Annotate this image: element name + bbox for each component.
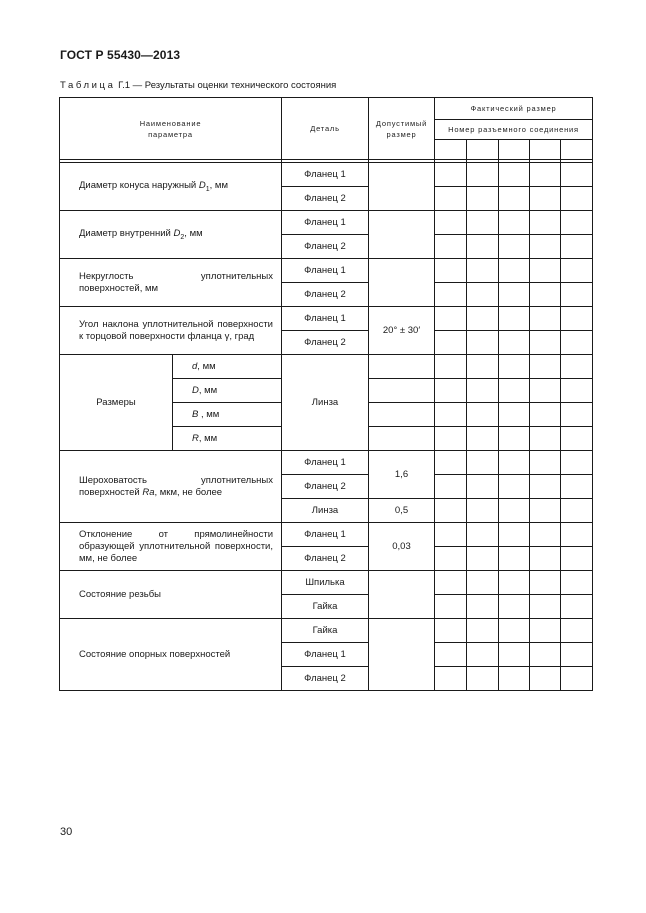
value-cell[interactable] xyxy=(467,427,499,451)
table-row xyxy=(60,451,593,475)
value-cell[interactable] xyxy=(530,187,561,211)
value-cell[interactable] xyxy=(435,163,467,187)
parameter-roughness: Шероховатость уплотнительных поверхностей Ra, мкм, не более xyxy=(60,451,282,523)
value-cell[interactable] xyxy=(499,235,530,259)
value-cell[interactable] xyxy=(499,547,530,571)
value-cell[interactable] xyxy=(467,283,499,307)
value-cell[interactable] xyxy=(530,499,561,523)
detail-cell: Линза xyxy=(282,499,369,523)
value-cell[interactable] xyxy=(435,355,467,379)
value-cell[interactable] xyxy=(499,379,530,403)
value-cell[interactable] xyxy=(499,499,530,523)
value-cell[interactable] xyxy=(435,595,467,619)
allowable-cell[interactable] xyxy=(369,163,435,211)
value-cell[interactable] xyxy=(530,667,561,691)
value-cell[interactable] xyxy=(499,667,530,691)
allowable-cell[interactable] xyxy=(369,403,435,427)
value-cell[interactable] xyxy=(530,571,561,595)
allowable-value: 0,5 xyxy=(369,499,435,523)
table-caption-text: Г.1 — Результаты оценки технического состояния xyxy=(118,80,337,91)
value-cell[interactable] xyxy=(499,211,530,235)
value-cell[interactable] xyxy=(530,427,561,451)
value-cell[interactable] xyxy=(435,451,467,475)
value-cell[interactable] xyxy=(530,523,561,547)
allowable-cell[interactable] xyxy=(369,355,435,379)
value-cell[interactable] xyxy=(467,331,499,355)
detail-cell: Линза xyxy=(282,355,369,451)
value-cell[interactable] xyxy=(530,643,561,667)
value-cell[interactable] xyxy=(435,307,467,331)
value-cell[interactable] xyxy=(561,547,593,571)
value-cell[interactable] xyxy=(499,403,530,427)
table-row xyxy=(60,619,593,643)
value-cell[interactable] xyxy=(499,523,530,547)
value-cell[interactable] xyxy=(467,235,499,259)
value-cell[interactable] xyxy=(561,187,593,211)
value-cell[interactable] xyxy=(561,475,593,499)
allowable-value: 0,03 xyxy=(369,523,435,571)
detail-cell: Фланец 1 xyxy=(282,259,369,283)
detail-cell: Фланец 2 xyxy=(282,547,369,571)
value-cell[interactable] xyxy=(467,163,499,187)
column-header-parameter: Наименование параметра xyxy=(60,98,282,160)
joint-number-cell[interactable] xyxy=(561,140,593,160)
dimension-sub-item: D, мм xyxy=(173,379,282,403)
dimension-sub-item: B , мм xyxy=(173,403,282,427)
joint-number-cell[interactable] xyxy=(499,140,530,160)
table-row xyxy=(60,211,593,235)
value-cell[interactable] xyxy=(467,499,499,523)
column-header-detail: Деталь xyxy=(282,98,369,160)
column-header-joint-number: Номер разъемного соединения xyxy=(435,120,593,140)
table-row xyxy=(60,523,593,547)
value-cell[interactable] xyxy=(435,499,467,523)
value-cell[interactable] xyxy=(499,355,530,379)
table-caption-prefix: Таблица xyxy=(60,80,116,91)
value-cell[interactable] xyxy=(530,547,561,571)
value-cell[interactable] xyxy=(467,475,499,499)
value-cell[interactable] xyxy=(530,163,561,187)
detail-cell: Фланец 2 xyxy=(282,667,369,691)
value-cell[interactable] xyxy=(435,523,467,547)
value-cell[interactable] xyxy=(435,427,467,451)
value-cell[interactable] xyxy=(467,259,499,283)
table-row xyxy=(60,571,593,595)
value-cell[interactable] xyxy=(530,235,561,259)
detail-cell: Фланец 1 xyxy=(282,211,369,235)
value-cell[interactable] xyxy=(435,547,467,571)
value-cell[interactable] xyxy=(467,379,499,403)
value-cell[interactable] xyxy=(435,235,467,259)
allowable-cell[interactable] xyxy=(369,427,435,451)
detail-cell: Гайка xyxy=(282,595,369,619)
value-cell[interactable] xyxy=(499,475,530,499)
value-cell[interactable] xyxy=(530,403,561,427)
page-number: 30 xyxy=(60,826,73,838)
value-cell[interactable] xyxy=(467,211,499,235)
value-cell[interactable] xyxy=(561,211,593,235)
value-cell[interactable] xyxy=(561,283,593,307)
value-cell[interactable] xyxy=(561,667,593,691)
value-cell[interactable] xyxy=(499,259,530,283)
allowable-value: 1,6 xyxy=(369,451,435,499)
detail-cell: Фланец 1 xyxy=(282,163,369,187)
allowable-cell[interactable] xyxy=(369,211,435,259)
value-cell[interactable] xyxy=(467,523,499,547)
value-cell[interactable] xyxy=(435,571,467,595)
detail-cell: Фланец 1 xyxy=(282,307,369,331)
value-cell[interactable] xyxy=(435,643,467,667)
detail-cell: Фланец 2 xyxy=(282,475,369,499)
value-cell[interactable] xyxy=(499,571,530,595)
allowable-cell[interactable] xyxy=(369,571,435,619)
value-cell[interactable] xyxy=(499,595,530,619)
value-cell[interactable] xyxy=(530,619,561,643)
parameter-non-roundness: Некруглость уплотнительных поверхностей, мм xyxy=(60,259,282,307)
detail-cell: Фланец 1 xyxy=(282,523,369,547)
parameter-straightness: Отклонение от прямолинейности образующей уплотнительной поверхности, мм, не более xyxy=(60,523,282,571)
value-cell[interactable] xyxy=(561,355,593,379)
value-cell[interactable] xyxy=(561,499,593,523)
joint-number-cell[interactable] xyxy=(467,140,499,160)
allowable-cell[interactable] xyxy=(369,619,435,691)
value-cell[interactable] xyxy=(435,283,467,307)
standard-header: ГОСТ Р 55430—2013 xyxy=(60,48,181,62)
value-cell[interactable] xyxy=(435,331,467,355)
value-cell[interactable] xyxy=(467,403,499,427)
joint-number-cell[interactable] xyxy=(530,140,561,160)
parameter-thread-condition: Состояние резьбы xyxy=(60,571,282,619)
detail-cell: Фланец 2 xyxy=(282,235,369,259)
parameter-dimensions: Размеры xyxy=(60,355,173,451)
value-cell[interactable] xyxy=(530,211,561,235)
value-cell[interactable] xyxy=(561,451,593,475)
value-cell[interactable] xyxy=(435,667,467,691)
value-cell[interactable] xyxy=(530,307,561,331)
value-cell[interactable] xyxy=(467,571,499,595)
allowable-value: 20° ± 30′ xyxy=(369,307,435,355)
table-caption xyxy=(60,80,336,91)
parameter-cone-diameter: Диаметр конуса наружный $D_1$, мм xyxy=(60,163,282,211)
value-cell[interactable] xyxy=(435,403,467,427)
value-cell[interactable] xyxy=(467,451,499,475)
dimension-sub-item: d, мм xyxy=(173,355,282,379)
value-cell[interactable] xyxy=(499,451,530,475)
assessment-table xyxy=(59,97,593,691)
dimension-sub-item: R, мм xyxy=(173,427,282,451)
detail-cell: Фланец 2 xyxy=(282,187,369,211)
parameter-inner-diameter: Диаметр внутренний $D_2$, мм xyxy=(60,211,282,259)
value-cell[interactable] xyxy=(499,427,530,451)
detail-cell: Шпилька xyxy=(282,571,369,595)
value-cell[interactable] xyxy=(435,475,467,499)
joint-number-cell[interactable] xyxy=(435,140,467,160)
value-cell[interactable] xyxy=(467,307,499,331)
value-cell[interactable] xyxy=(561,427,593,451)
value-cell[interactable] xyxy=(467,595,499,619)
value-cell[interactable] xyxy=(499,619,530,643)
value-cell[interactable] xyxy=(467,667,499,691)
value-cell[interactable] xyxy=(561,235,593,259)
detail-cell: Фланец 2 xyxy=(282,283,369,307)
value-cell[interactable] xyxy=(467,619,499,643)
value-cell[interactable] xyxy=(530,595,561,619)
value-cell[interactable] xyxy=(561,259,593,283)
value-cell[interactable] xyxy=(435,619,467,643)
value-cell[interactable] xyxy=(435,187,467,211)
value-cell[interactable] xyxy=(435,211,467,235)
value-cell[interactable] xyxy=(435,259,467,283)
value-cell[interactable] xyxy=(467,355,499,379)
value-cell[interactable] xyxy=(499,187,530,211)
value-cell[interactable] xyxy=(561,163,593,187)
value-cell[interactable] xyxy=(561,643,593,667)
allowable-cell[interactable] xyxy=(369,379,435,403)
value-cell[interactable] xyxy=(561,595,593,619)
value-cell[interactable] xyxy=(530,451,561,475)
value-cell[interactable] xyxy=(499,643,530,667)
value-cell[interactable] xyxy=(530,259,561,283)
table-row xyxy=(60,355,593,379)
table-row xyxy=(60,259,593,283)
column-header-allowable: Допустимый размер xyxy=(369,98,435,160)
table-row xyxy=(60,163,593,187)
value-cell[interactable] xyxy=(435,379,467,403)
table-row xyxy=(60,307,593,331)
value-cell[interactable] xyxy=(499,283,530,307)
allowable-cell[interactable] xyxy=(369,259,435,307)
value-cell[interactable] xyxy=(561,619,593,643)
detail-cell: Гайка xyxy=(282,619,369,643)
value-cell[interactable] xyxy=(530,355,561,379)
value-cell[interactable] xyxy=(530,283,561,307)
value-cell[interactable] xyxy=(561,307,593,331)
detail-cell: Фланец 1 xyxy=(282,643,369,667)
parameter-inclination-angle: Угол наклона уплотнительной поверхности к торцовой поверхности фланца γ, град xyxy=(60,307,282,355)
value-cell[interactable] xyxy=(561,571,593,595)
value-cell[interactable] xyxy=(499,307,530,331)
parameter-bearing-surfaces: Состояние опорных поверхностей xyxy=(60,619,282,691)
detail-cell: Фланец 1 xyxy=(282,451,369,475)
column-header-actual-size: Фактический размер xyxy=(435,98,593,120)
value-cell[interactable] xyxy=(530,379,561,403)
value-cell[interactable] xyxy=(561,331,593,355)
detail-cell: Фланец 2 xyxy=(282,331,369,355)
value-cell[interactable] xyxy=(499,331,530,355)
value-cell[interactable] xyxy=(561,379,593,403)
value-cell[interactable] xyxy=(467,547,499,571)
value-cell[interactable] xyxy=(467,187,499,211)
value-cell[interactable] xyxy=(561,403,593,427)
value-cell[interactable] xyxy=(530,475,561,499)
value-cell[interactable] xyxy=(561,523,593,547)
value-cell[interactable] xyxy=(499,163,530,187)
value-cell[interactable] xyxy=(467,643,499,667)
value-cell[interactable] xyxy=(530,331,561,355)
